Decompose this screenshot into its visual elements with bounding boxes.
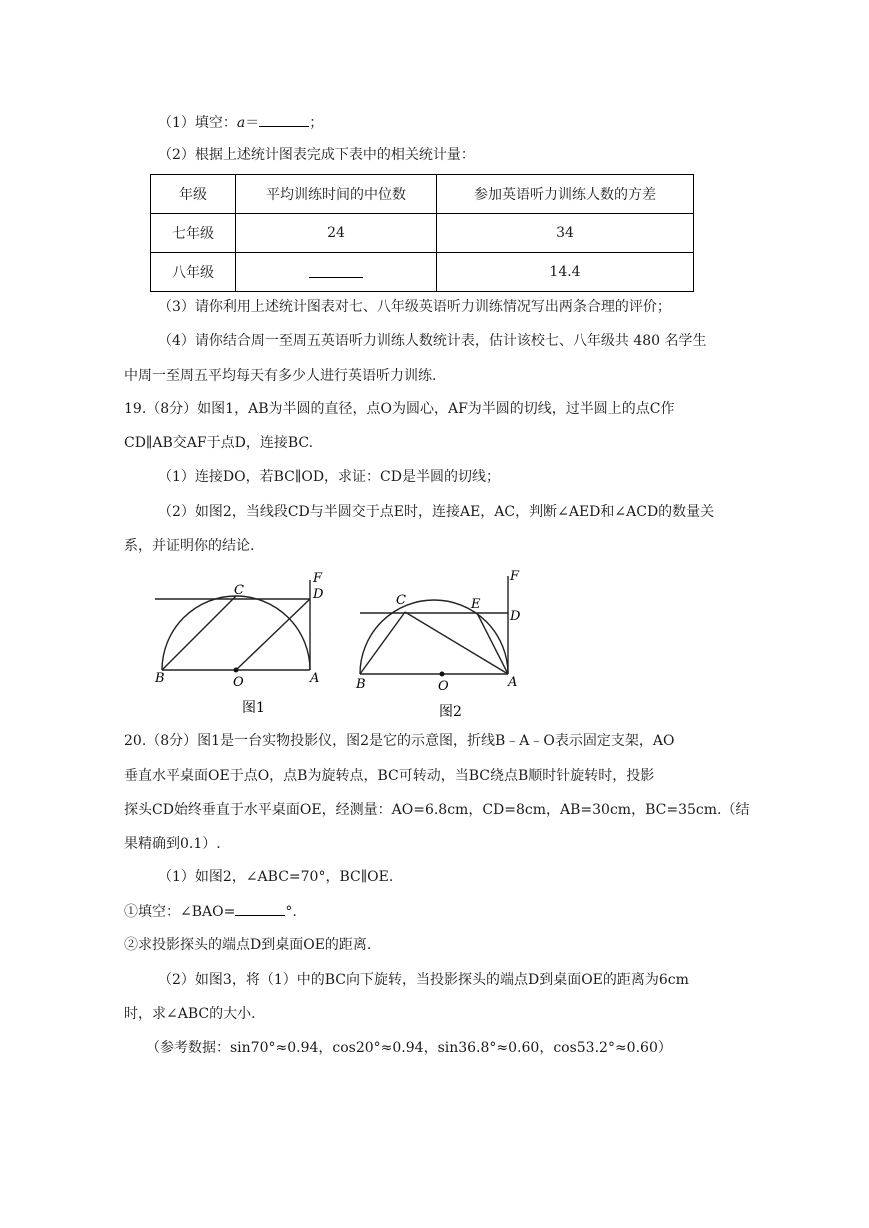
q20-part1: （1）如图2，∠ABC=70°，BC∥OE. bbox=[158, 869, 394, 885]
q18-part3: （3）请你利用上述统计图表对七、八年级英语听力训练情况写出两条合理的评价； bbox=[158, 299, 671, 315]
table-header-cell: 平均训练时间的中位数 bbox=[236, 175, 437, 214]
answer-blank bbox=[309, 263, 363, 278]
answer-blank bbox=[235, 901, 285, 916]
table-header-row bbox=[151, 175, 694, 214]
q18-part1: （1）填空：a＝ ； bbox=[158, 112, 323, 133]
label-o: O bbox=[233, 675, 244, 690]
q18-part4-line1: （4）请你结合周一至周五英语听力训练人数统计表，估计该校七、八年级共 480 名学生 bbox=[158, 333, 707, 349]
table-header-cell: 年级 bbox=[151, 175, 236, 214]
q19-part2-line1: （2）如图2，当线段CD与半圆交于点E时，连接AE，AC，判断∠AED和∠ACD的数量关 bbox=[158, 504, 715, 520]
q19-stem-line1: 19.（8分）如图1，AB为半圆的直径，点O为圆心，AF为半圆的切线，过半圆上的点C作 bbox=[124, 401, 675, 417]
q20-stem-line2: 垂直水平桌面OE于点O，点B为旋转点，BC可转动，当BC绕点B顺时针旋转时，投影 bbox=[124, 768, 655, 784]
figure-2 bbox=[350, 566, 540, 718]
q18-part4-line2: 中周一至周五平均每天有多少人进行英语听力训练. bbox=[124, 368, 437, 384]
label-a: A bbox=[508, 675, 518, 690]
label-b: B bbox=[155, 671, 165, 686]
table-cell: 34 bbox=[437, 214, 694, 253]
table-cell: 八年级 bbox=[151, 253, 236, 292]
q18-part2: （2）根据上述统计图表完成下表中的相关统计量： bbox=[158, 147, 475, 163]
label-c: C bbox=[396, 593, 406, 608]
q19-part1: （1）连接DO，若BC∥OD，求证：CD是半圆的切线； bbox=[158, 469, 500, 485]
label-f: F bbox=[510, 569, 520, 584]
table-cell bbox=[236, 253, 437, 292]
q20-stem-line1: 20.（8分）图1是一台实物投影仪，图2是它的示意图，折线B﹣A﹣O表示固定支架，AO bbox=[124, 733, 675, 749]
figure-2-caption: 图2 bbox=[439, 704, 462, 718]
q20-stem-line4: 果精确到0.1）. bbox=[124, 836, 221, 852]
table-header-cell: 参加英语听力训练人数的方差 bbox=[437, 175, 694, 214]
figure-1-caption: 图1 bbox=[242, 700, 265, 716]
statistics-table bbox=[150, 174, 694, 292]
figure-1 bbox=[150, 566, 340, 718]
table-row bbox=[151, 253, 694, 292]
q19-stem-line2: CD∥AB交AF于点D，连接BC. bbox=[124, 435, 314, 451]
label-d: D bbox=[313, 587, 324, 602]
q20-reference-data: （参考数据：sin70°≈0.94，cos20°≈0.94，sin36.8°≈0.60，cos53.2°≈0.60） bbox=[146, 1040, 672, 1056]
center-point bbox=[234, 668, 239, 673]
label-o: O bbox=[438, 679, 449, 694]
table-cell: 七年级 bbox=[151, 214, 236, 253]
q20-part1-fill: ①填空：∠BAO= °. bbox=[124, 901, 297, 922]
label-d: D bbox=[510, 609, 521, 624]
center-point bbox=[440, 672, 445, 677]
label-a: A bbox=[310, 671, 320, 686]
answer-blank bbox=[259, 112, 309, 127]
q20-part1-b: ②求投影探头的端点D到桌面OE的距离. bbox=[124, 937, 372, 953]
q19-part2-line2: 系，并证明你的结论. bbox=[124, 538, 255, 554]
label-e: E bbox=[471, 597, 481, 612]
label-c: C bbox=[234, 583, 244, 598]
table-cell: 24 bbox=[236, 214, 437, 253]
table-cell: 14.4 bbox=[437, 253, 694, 292]
label-f: F bbox=[313, 571, 323, 586]
table-row bbox=[151, 214, 694, 253]
q20-part2-line1: （2）如图3，将（1）中的BC向下旋转，当投影探头的端点D到桌面OE的距离为6cm bbox=[158, 972, 689, 988]
label-b: B bbox=[356, 677, 366, 692]
q20-stem-line3: 探头CD始终垂直于水平桌面OE，经测量：AO=6.8cm，CD=8cm，AB=30cm，BC=35cm.（结 bbox=[124, 802, 750, 818]
q20-part2-line2: 时，求∠ABC的大小. bbox=[124, 1006, 256, 1022]
